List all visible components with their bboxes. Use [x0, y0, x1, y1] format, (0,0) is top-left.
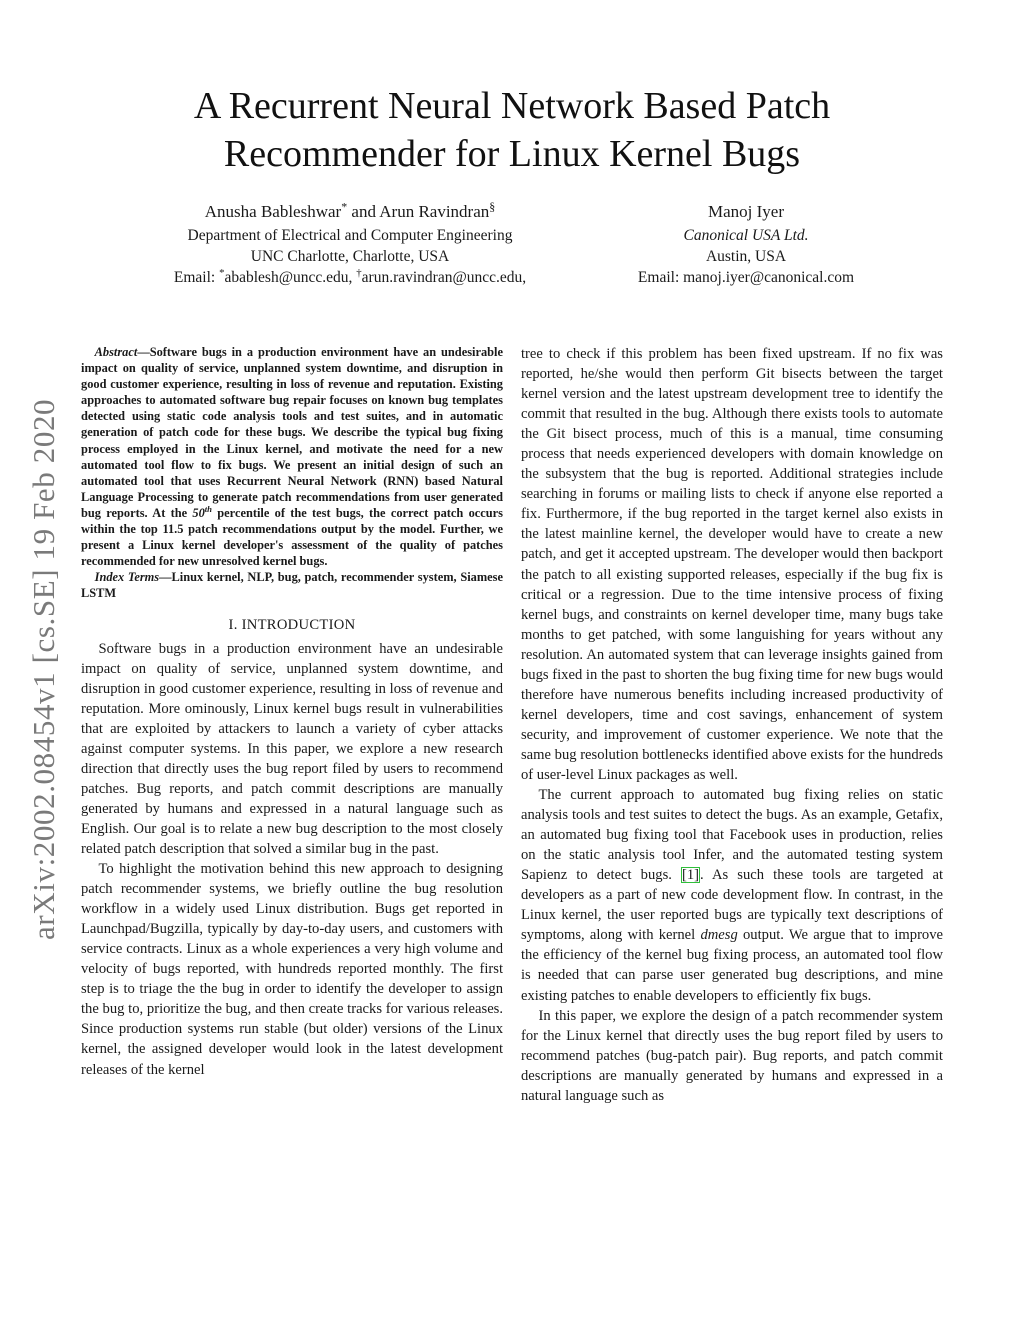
- body-paragraph: tree to check if this problem has been fixed upstream. If no fix was reported, he/she would then perform Git bisects between the target kernel version and the latest upstream development tree to identify the commit that resulted in the bug. Although there exists tools to automate the Git bisect process, much of this is a manual, time consuming process that needs experienced developers with domain knowledge on the subsystem that the bug is reported. Additional strategies include searching in forums or mailing lists to check if anyone else reported a fix. Furthermore, if the bug reported in the target kernel also exists in the latest mainline kernel, the developer would have to create a new patch, and get it accepted upstream. The developer would then backport the patch to all existing supported releases, especially if the bug fix is critical or a regression. Due to the time intensive process of fixing kernel bugs, and constraints on kernel developer time, many bugs take months to get patched, with some languishing for years without any resolution. An automated system that can leverage insights gained from bugs fixed in the past to shorten the bug fixing time for new bugs would therefore have numerous benefits including increased productivity of kernel developers, time and cost savings, enhancement of system security, and improvement of customer experience. We note that the same bug resolution bottlenecks identified above exists for the hundreds of user-level Linux packages as well.: [521, 346, 943, 783]
- citation-link[interactable]: [1]: [682, 867, 700, 884]
- location: Austin, USA: [705, 248, 787, 265]
- left-column: [81, 344, 503, 1080]
- index-terms: Index Terms—Linux kernel, NLP, bug, patch, recommender system, Siamese LSTM: [81, 570, 503, 601]
- body-paragraph: The current approach to automated bug fixing relies on static analysis tools and test suites to detect the bugs. As an example, Getafix, an automated bug fixing tool that Facebook uses in production, relies on the static analysis tool Infer, and the automated testing system Sapienz to detect bugs. [1]. As such these tools are targeted at developers as a part of new code development flow. In contrast, in the Linux kernel, the user reported bugs are typically text descriptions of symptoms, along with kernel dmesg output. We argue that to improve the efficiency of the kernel bug fixing process, an automated tool flow is needed that can parse user generated bug descriptions, and mine existing patches to enable developers to efficiently fix bugs.: [521, 787, 944, 1004]
- department: Department of Electrical and Computer Engineering: [187, 227, 513, 244]
- company: Canonical USA Ltd.: [683, 227, 809, 244]
- right-column: [521, 344, 943, 1106]
- body-paragraph: In this paper, we explore the design of a patch recommender system for the Linux kernel that directly uses the bug report filed by users to recommend patches (bug-patch pair). Bug reports, and patch commit descriptions are manually generated by humans and expressed in a natural language such as: [521, 1007, 943, 1104]
- math-percentile: 50th: [192, 503, 213, 520]
- abstract-lead: Abstract: [94, 345, 138, 359]
- author-affiliation-uncc: [140, 200, 560, 288]
- title-line-1: A Recurrent Neural Network Based Patch: [193, 85, 831, 127]
- abstract: Abstract—Software bugs in a production environment have an undesirable impact on quality of service, unplanned system downtime, and disruption in good customer experience, resulting in loss of revenue and reputation. Existing approaches to automated software bug repair focuses on known bug templates detected using static code analysis tools and test suites, and in automatic generation of patch code for these bugs. We describe the typical bug fixing process employed in the Linux kernel, and motivate the need for a new automated tool flow to fix bugs. We present an initial design of such an automated tool that uses Recurrent Neural Network (RNN) based Natural Language Processing to generate patch recommendations from user generated bug reports. At the 50th percentile of the test bugs, the correct patch occurs within the top 11.5 patch recommendations output by the model. Further, we present a Linux kernel developer's assessment of the quality of patches recommended for new unresolved kernel bugs.: [81, 345, 503, 569]
- email-line: Email: manoj.iyer@canonical.com: [637, 269, 855, 286]
- paper-title: [0, 82, 1024, 178]
- arxiv-identifier-stamp: arXiv:2002.08454v1 [cs.SE] 19 Feb 2020: [26, 398, 61, 940]
- author-names: Anusha Bableshwar* and Arun Ravindran§: [204, 199, 496, 221]
- intro-paragraph: Software bugs in a production environment have an undesirable impact on quality of service, unplanned system downtime, and disruption in good customer experience, resulting in loss of revenue and reputation. More ominously, Linux kernel bugs result in vulnerabilities that are exploited by attackers to launch a variety of cyber attacks against computer systems. In this paper, we explore a new research direction that directly uses the bug report filed by users to recommend patches. Bug reports, and patch commit descriptions are manually generated by humans and expressed in a natural language such as English. Our goal is to relate a new bug description to the most closely related patch description that solved a similar bug in the past.: [81, 640, 503, 858]
- institution: UNC Charlotte, Charlotte, USA: [250, 248, 450, 265]
- author-affiliation-canonical: [615, 200, 877, 288]
- author-name: Manoj Iyer: [707, 202, 784, 221]
- section-heading: I. INTRODUCTION: [228, 616, 356, 633]
- title-line-2: Recommender for Linux Kernel Bugs: [223, 133, 801, 175]
- email-line: Email: *abablesh@uncc.edu, †arun.ravindran@uncc.edu,: [173, 266, 527, 286]
- intro-paragraph: To highlight the motivation behind this new approach to designing patch recommender systems, we briefly outline the bug resolution workflow in a widely used Linux distribution. Bugs get reported in Launchpad/Bugzilla, typically by day-to-day users, and customers with service contracts. Linux as a whole experiences a very high volume and velocity of bugs reported, with hundreds reported monthly. The first step is to triage the the bug in order to identify the developer to assign the bug to, prioritize the bug, and then create tracks for various releases. Since production systems run stable (but older) versions of the Linux kernel, the assigned developer would look in the latest development releases of the kernel: [81, 861, 503, 1078]
